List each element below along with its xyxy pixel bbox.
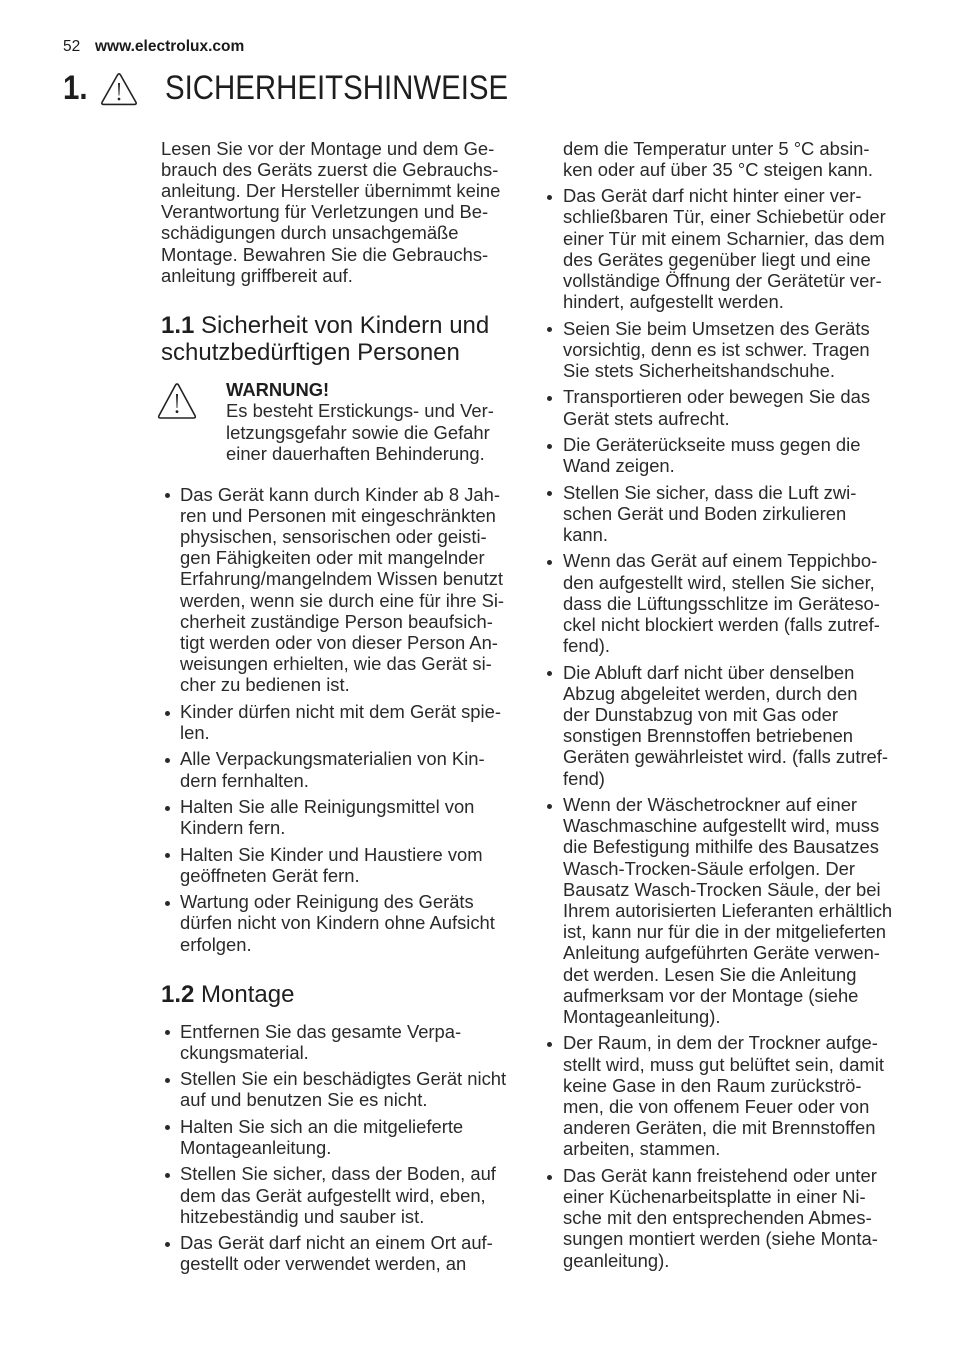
list-item-text	[180, 1021, 521, 1063]
text-line: vollständige Öffnung der Gerätetür ver-	[563, 270, 882, 291]
text-line: der Dunstabzug von mit Gas oder	[563, 703, 838, 725]
bullet-point-icon	[165, 806, 170, 811]
section-heading-children-safety	[161, 312, 489, 366]
text-line: einer Tür mit einem Scharnier, das dem	[563, 227, 885, 249]
text-line: schen Gerät und Boden zirkulieren	[563, 502, 847, 524]
list-item	[161, 1163, 521, 1227]
text-line: Verantwortung für Verletzungen und Be-	[161, 201, 489, 223]
text-line: einer dauerhaften Behinderung.	[226, 443, 485, 464]
bullet-point-icon	[165, 493, 170, 498]
warning-triangle-icon	[157, 382, 197, 420]
list-item	[545, 662, 905, 789]
text-line: auf und benutzen Sie es nicht.	[180, 1089, 428, 1111]
list-item-text	[563, 386, 905, 428]
text-line: dem das Gerät aufgestellt wird, eben,	[180, 1184, 486, 1206]
text-line: fend)	[563, 767, 605, 789]
bullet-point-icon	[547, 1042, 552, 1047]
list-item-text	[563, 662, 905, 789]
text-line: die Befestigung mithilfe des Bausatzes	[563, 836, 879, 858]
text-line: Die Geräterückseite muss gegen die	[563, 433, 861, 455]
text-line: det werden. Lesen Sie die Anleitung	[563, 963, 857, 985]
bullet-point-icon	[165, 853, 170, 858]
bullet-point-icon	[547, 491, 552, 496]
text-line: tigt werden oder von dieser Person An-	[180, 632, 498, 654]
text-line: Waschmaschine aufgestellt wird, muss	[563, 815, 880, 837]
text-line: hitzebeständig und sauber ist.	[180, 1205, 425, 1227]
list-item	[161, 701, 521, 743]
text-line: stellt wird, muss gut belüftet sein, damit	[563, 1053, 884, 1075]
text-line: keine Gase in den Raum zurückströ-	[563, 1074, 862, 1096]
bullet-point-icon	[547, 195, 552, 200]
text-line: Halten Sie Kinder und Haustiere vom	[180, 843, 483, 865]
text-line: cher zu bedienen ist.	[180, 674, 350, 696]
list-item	[545, 794, 905, 1027]
bullet-point-icon	[165, 1125, 170, 1130]
installation-list-continued	[545, 185, 905, 1271]
list-item	[545, 318, 905, 382]
continued-list-item-text	[545, 138, 905, 180]
text-line: des Gerätes gegenüber liegt und eine	[563, 248, 871, 270]
list-item	[161, 1068, 521, 1110]
text-line: Abzug abgeleitet werden, durch den	[563, 682, 858, 704]
list-item	[161, 1021, 521, 1063]
list-item-text	[563, 318, 905, 382]
text-line: Halten Sie sich an die mitgelieferte	[180, 1115, 464, 1137]
chapter-title: SICHERHEITSHINWEISE	[165, 69, 509, 108]
text-line: geanleitung).	[563, 1249, 670, 1271]
text-line: Wartung oder Reinigung des Geräts	[180, 891, 474, 913]
list-item-text	[563, 482, 905, 546]
bullet-point-icon	[165, 711, 170, 716]
bullet-point-icon	[165, 1173, 170, 1178]
list-item-text	[180, 844, 521, 886]
bullet-point-icon	[547, 327, 552, 332]
section-title-line: Sicherheit von Kindern und	[201, 311, 490, 339]
text-line: Seien Sie beim Umsetzen des Geräts	[563, 317, 870, 339]
text-line: Bausatz Wasch-Trocken Säule, der bei	[563, 878, 881, 900]
text-line: vorsichtig, denn es ist schwer. Tragen	[563, 338, 870, 360]
right-column	[545, 138, 905, 1271]
text-line: Anleitung aufgeführten Geräte verwen-	[563, 942, 880, 964]
text-line: gen Fähigkeiten oder mit mangelnder	[180, 547, 485, 569]
text-line: Montageanleitung.	[180, 1136, 332, 1158]
list-item-text	[563, 1032, 905, 1159]
text-line: Wenn der Wäschetrockner auf einer	[563, 793, 858, 815]
text-line: Wasch-Trocken-Säule erfolgen. Der	[563, 857, 855, 879]
text-line: Transportieren oder bewegen Sie das	[563, 386, 871, 408]
text-line: brauch des Geräts zuerst die Gebrauchs-	[161, 158, 499, 180]
list-item-text	[563, 1165, 905, 1271]
list-item-text	[180, 796, 521, 838]
text-line: Sie stets Sicherheitshandschuhe.	[563, 360, 835, 381]
list-item	[161, 796, 521, 838]
text-line: dem die Temperatur unter 5 °C absin-	[563, 137, 870, 159]
bullet-point-icon	[165, 901, 170, 906]
list-item-text	[180, 1163, 521, 1227]
text-line: Das Gerät kann freistehend oder unter	[563, 1164, 877, 1186]
list-item	[545, 482, 905, 546]
bullet-point-icon	[547, 804, 552, 809]
text-line: hindert, aufgestellt werden.	[563, 291, 784, 313]
bullet-point-icon	[547, 560, 552, 565]
text-line: Wand zeigen.	[563, 455, 675, 477]
text-line: ckungsmaterial.	[180, 1041, 309, 1063]
text-line: anderen Geräten, die mit Brennstoffen	[563, 1117, 876, 1139]
text-line: Kinder dürfen nicht mit dem Gerät spie-	[180, 700, 501, 722]
text-line: aufmerksam vor der Montage (siehe	[563, 984, 859, 1006]
children-safety-list	[161, 484, 521, 955]
list-item-text	[563, 434, 905, 476]
text-line: einer Küchenarbeitsplatte in einer Ni-	[563, 1186, 866, 1208]
text-line: Wenn das Gerät auf einem Teppichbo-	[563, 550, 878, 572]
text-line: gestellt oder verwendet werden, an	[180, 1253, 467, 1275]
bullet-point-icon	[165, 1242, 170, 1247]
text-line: Stellen Sie sicher, dass die Luft zwi-	[563, 481, 857, 503]
chapter-number: 1.	[63, 69, 88, 108]
list-item-text	[180, 1116, 521, 1158]
text-line: Ihrem autorisierten Lieferanten erhältlich	[563, 900, 893, 921]
bullet-point-icon	[165, 1030, 170, 1035]
text-line: Entfernen Sie das gesamte Verpa-	[180, 1020, 462, 1042]
bullet-point-icon	[547, 444, 552, 449]
text-line: fend).	[563, 635, 611, 657]
text-line: schädigungen durch unsachgemäße	[161, 222, 459, 244]
list-item	[161, 891, 521, 955]
text-line: werden, wenn sie durch eine für ihre Si-	[180, 589, 505, 611]
list-item	[161, 1232, 521, 1274]
text-line: dürfen nicht von Kindern ohne Aufsicht	[180, 912, 495, 934]
text-line: Das Gerät darf nicht an einem Ort auf-	[180, 1232, 493, 1254]
list-item-text	[563, 185, 905, 312]
text-line: Kindern fern.	[180, 817, 286, 839]
text-line: Das Gerät darf nicht hinter einer ver-	[563, 185, 862, 207]
text-line: weisungen erhielten, wie das Gerät si-	[180, 653, 492, 675]
list-item-text	[180, 701, 521, 743]
list-item	[545, 386, 905, 428]
text-line: Geräten gewährleistet wird. (falls zutref-	[563, 746, 889, 768]
text-line: Der Raum, in dem der Trockner aufge-	[563, 1032, 878, 1054]
page-number: 52	[63, 38, 81, 56]
list-item	[545, 1032, 905, 1159]
warning-label: WARNUNG!	[226, 378, 330, 400]
list-item	[545, 185, 905, 312]
list-item	[161, 1116, 521, 1158]
section-number: 1.2	[161, 980, 195, 1008]
warning-text	[226, 400, 494, 465]
warning-triangle-icon	[100, 72, 138, 106]
text-line: physischen, sensorischen oder geisti-	[180, 526, 487, 547]
intro-paragraph	[161, 138, 500, 286]
bullet-point-icon	[165, 1078, 170, 1083]
text-line: Lesen Sie vor der Montage und dem Ge-	[161, 137, 495, 159]
text-line: ckel nicht blockiert werden (falls zutref-	[563, 613, 880, 635]
text-line: ren und Personen mit eingeschränkten	[180, 504, 496, 526]
text-line: Stellen Sie sicher, dass der Boden, auf	[180, 1163, 496, 1185]
list-item-text	[563, 794, 905, 1027]
text-line: dern fernhalten.	[180, 769, 309, 791]
text-line: cherheit zuständige Person beaufsich-	[180, 610, 493, 632]
section-heading-installation	[161, 981, 294, 1008]
text-line: sonstigen Brennstoffen betriebenen	[563, 725, 854, 747]
text-line: men, die von offenem Feuer oder von	[563, 1096, 870, 1118]
list-item	[161, 484, 521, 696]
text-line: Es besteht Erstickungs- und Ver-	[226, 400, 494, 421]
text-line: Das Gerät kann durch Kinder ab 8 Jah-	[180, 483, 500, 505]
list-item	[545, 550, 905, 656]
text-line: Stellen Sie ein beschädigtes Gerät nicht	[180, 1068, 507, 1090]
installation-list	[161, 1021, 521, 1275]
section-title-line: schutzbedürftigen Personen	[161, 338, 460, 366]
text-line: erfolgen.	[180, 933, 252, 955]
text-line: anleitung. Der Hersteller übernimmt keine	[161, 180, 501, 201]
bullet-point-icon	[547, 1175, 552, 1180]
list-item-text	[180, 748, 521, 790]
text-line: Montage. Bewahren Sie die Gebrauchs-	[161, 243, 489, 265]
website-url: www.electrolux.com	[95, 38, 245, 56]
warning-box	[226, 379, 494, 465]
text-line: kann.	[563, 523, 608, 545]
text-line: Halten Sie alle Reinigungsmittel von	[180, 796, 475, 817]
text-line: Erfahrung/mangelndem Wissen benutzt	[180, 568, 504, 590]
text-line: sungen montiert werden (siehe Monta-	[563, 1228, 878, 1250]
text-line: anleitung griffbereit auf.	[161, 264, 353, 286]
text-line: den aufgestellt wird, stellen Sie sicher,	[563, 571, 875, 593]
list-item-text	[180, 484, 521, 696]
text-line: Die Abluft darf nicht über denselben	[563, 661, 855, 683]
text-line: arbeiten, stammen.	[563, 1138, 721, 1160]
list-item	[161, 844, 521, 886]
text-line: Gerät stets aufrecht.	[563, 407, 730, 429]
bullet-point-icon	[547, 671, 552, 676]
text-line: geöffneten Gerät fern.	[180, 864, 360, 886]
text-line: Alle Verpackungsmaterialien von Kin-	[180, 748, 485, 770]
text-line: sche mit den entsprechenden Abmes-	[563, 1207, 872, 1229]
list-item-text	[180, 1232, 521, 1274]
text-line: letzungsgefahr sowie die Gefahr	[226, 421, 490, 443]
bullet-point-icon	[165, 758, 170, 763]
list-item-text	[180, 891, 521, 955]
text-line: dass die Lüftungsschlitze im Geräteso-	[563, 592, 880, 614]
list-item	[545, 434, 905, 476]
text-line: schließbaren Tür, einer Schiebetür oder	[563, 206, 886, 228]
bullet-point-icon	[547, 396, 552, 401]
list-item	[545, 1165, 905, 1271]
list-item-text	[180, 1068, 521, 1110]
section-title-line: Montage	[201, 980, 295, 1008]
text-line: Montageanleitung).	[563, 1006, 721, 1028]
list-item	[161, 748, 521, 790]
list-item-text	[563, 550, 905, 656]
text-line: len.	[180, 722, 210, 744]
text-line: ist, kann nur für die in der mitgelieferten	[563, 921, 887, 943]
text-line: ken oder auf über 35 °C steigen kann.	[563, 158, 873, 180]
section-number: 1.1	[161, 311, 195, 339]
